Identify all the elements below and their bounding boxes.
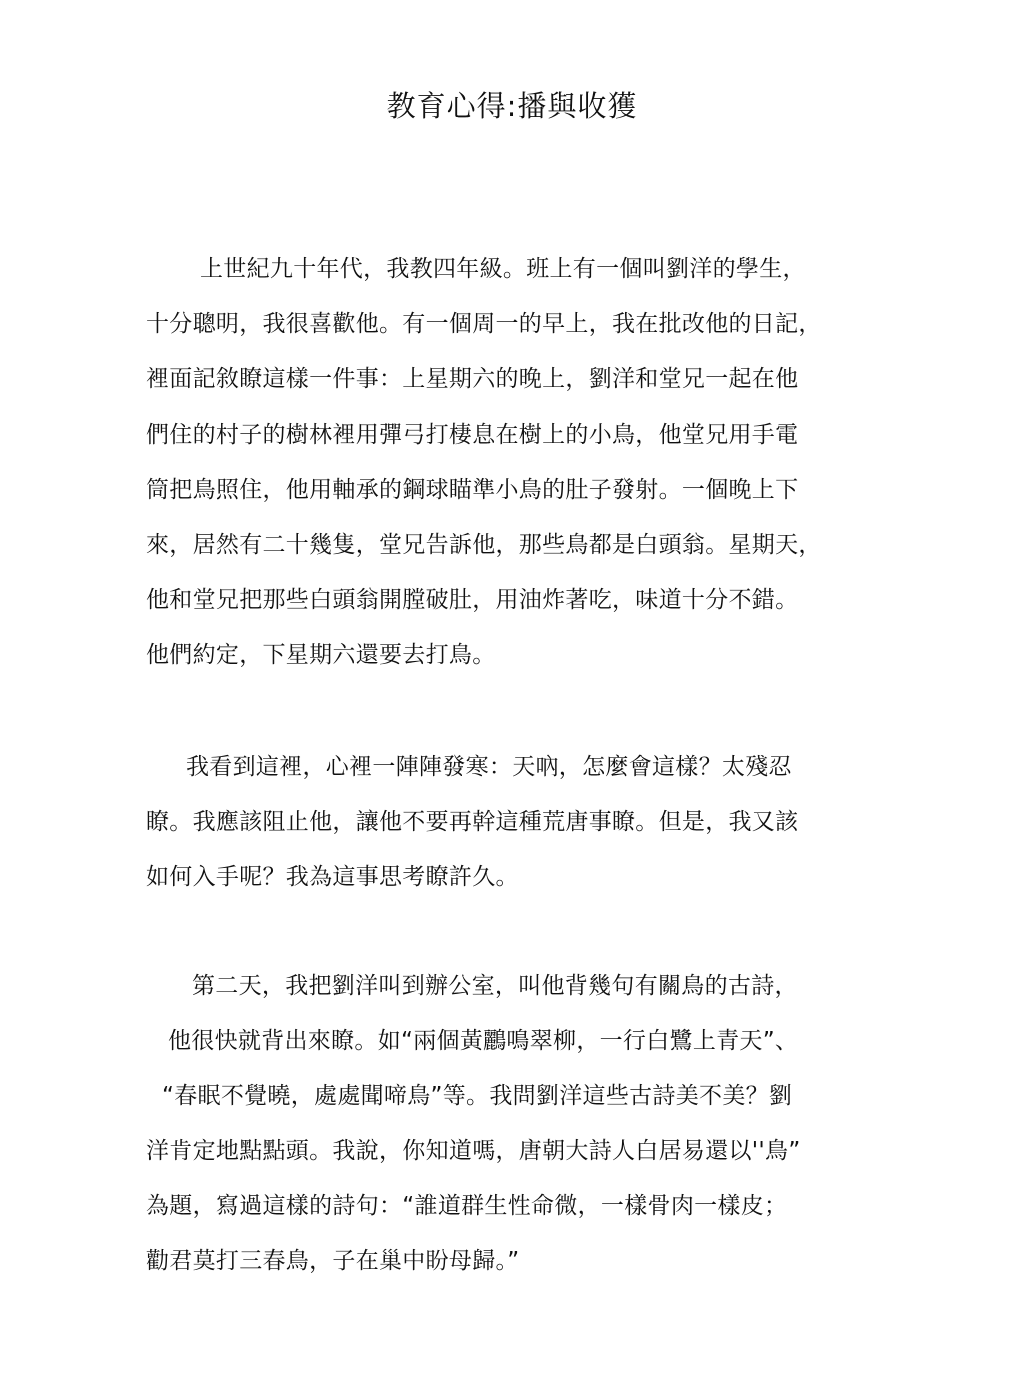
paragraph-line: “春眠不覺曉，處處聞啼鳥”等。我問劉洋這些古詩美不美？劉	[162, 1083, 793, 1109]
paragraph-line: 勸君莫打三春鳥，子在巢中盼母歸。”	[146, 1248, 520, 1274]
paragraph-line: 來，居然有二十幾隻，堂兄告訴他，那些鳥都是白頭翁。星期天，	[146, 532, 822, 558]
paragraph-line: 十分聰明，我很喜歡他。有一個周一的早上，我在批改他的日記，	[146, 311, 822, 337]
paragraph-line: 們住的村子的樹林裡用彈弓打棲息在樹上的小鳥，他堂兄用手電	[146, 422, 799, 448]
paragraph-line: 第二天，我把劉洋叫到辦公室，叫他背幾句有關鳥的古詩，	[192, 973, 798, 999]
paragraph-line: 為題，寫過這樣的詩句：“誰道群生性命微，一樣骨肉一樣皮；	[146, 1193, 788, 1219]
paragraph-line: 洋肯定地點點頭。我說，你知道嗎，唐朝大詩人白居易還以''鳥”	[146, 1138, 801, 1164]
paragraph-line: 裡面記敘瞭這樣一件事：上星期六的晚上，劉洋和堂兄一起在他	[146, 366, 799, 392]
paragraph-line: 如何入手呢？我為這事思考瞭許久。	[146, 864, 519, 890]
paragraph-line: 上世紀九十年代，我教四年級。班上有一個叫劉洋的學生，	[200, 256, 806, 282]
document-title: 教育心得:播與收獲	[386, 89, 638, 123]
paragraph-line: 他們約定，下星期六還要去打鳥。	[146, 642, 496, 668]
paragraph-line: 筒把鳥照住，他用軸承的鋼球瞄準小鳥的肚子發射。一個晚上下	[146, 477, 799, 503]
paragraph-line: 瞭。我應該阻止他，讓他不要再幹這種荒唐事瞭。但是，我又該	[146, 809, 799, 835]
paragraph-line: 我看到這裡，心裡一陣陣發寒：天吶，怎麼會這樣？太殘忍	[186, 754, 792, 780]
paragraph-line: 他和堂兄把那些白頭翁開膛破肚，用油炸著吃，味道十分不錯。	[146, 587, 799, 613]
paragraph-line: 他很快就背出來瞭。如“兩個黃鸝鳴翠柳，一行白鷺上青天”、	[168, 1028, 799, 1054]
